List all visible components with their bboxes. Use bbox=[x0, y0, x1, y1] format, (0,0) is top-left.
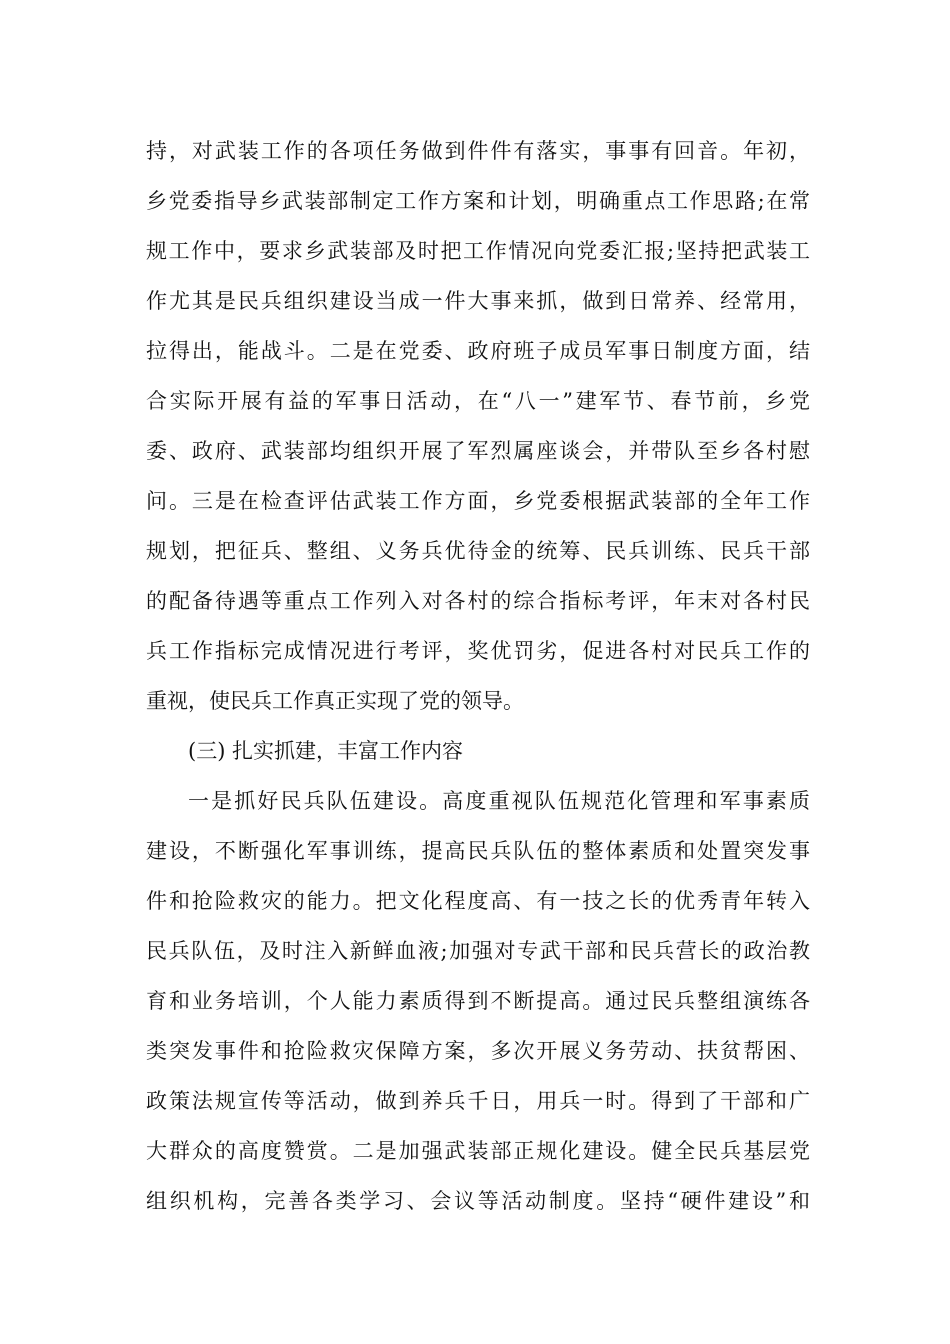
body-text-line: 规划，把征兵、整组、义务兵优待金的统筹、民兵训练、民兵干部 bbox=[146, 539, 810, 563]
body-text-line: 拉得出，能战斗。二是在党委、政府班子成员军事日制度方面，结 bbox=[146, 339, 810, 363]
body-text-line: 政策法规宣传等活动，做到养兵千日，用兵一时。得到了干部和广 bbox=[146, 1089, 810, 1113]
body-text-line: 类突发事件和抢险救灾保障方案，多次开展义务劳动、扶贫帮困、 bbox=[146, 1039, 810, 1063]
body-text-line: 件和抢险救灾的能力。把文化程度高、有一技之长的优秀青年转入 bbox=[146, 889, 810, 913]
body-text-line: 兵工作指标完成情况进行考评，奖优罚劣，促进各村对民兵工作的 bbox=[146, 639, 810, 663]
body-text-line: 作尤其是民兵组织建设当成一件大事来抓，做到日常养、经常用， bbox=[146, 289, 810, 313]
body-text-line: 育和业务培训，个人能力素质得到不断提高。通过民兵整组演练各 bbox=[146, 989, 810, 1013]
body-text-line: 规工作中，要求乡武装部及时把工作情况向党委汇报;坚持把武装工 bbox=[146, 239, 810, 263]
body-text-line: 重视，使民兵工作真正实现了党的领导。 bbox=[146, 689, 524, 713]
body-text-line: 的配备待遇等重点工作列入对各村的综合指标考评，年末对各村民 bbox=[146, 589, 810, 613]
body-text-line: 民兵队伍，及时注入新鲜血液;加强对专武干部和民兵营长的政治教 bbox=[146, 939, 810, 963]
body-text-line: 建设，不断强化军事训练，提高民兵队伍的整体素质和处置突发事 bbox=[146, 839, 810, 863]
body-text-line: 问。三是在检查评估武装工作方面，乡党委根据武装部的全年工作 bbox=[146, 489, 810, 513]
body-text-line: 组织机构，完善各类学习、会议等活动制度。坚持“硬件建设”和 bbox=[146, 1189, 810, 1213]
body-text-line: 委、政府、武装部均组织开展了军烈属座谈会，并带队至乡各村慰 bbox=[146, 439, 810, 463]
body-text-line: 大群众的高度赞赏。二是加强武装部正规化建设。健全民兵基层党 bbox=[146, 1139, 810, 1163]
body-text-line: 一是抓好民兵队伍建设。高度重视队伍规范化管理和军事素质 bbox=[188, 789, 810, 813]
section-heading: (三) 扎实抓建，丰富工作内容 bbox=[188, 739, 464, 763]
body-text-line: 持，对武装工作的各项任务做到件件有落实，事事有回音。年初， bbox=[146, 139, 810, 163]
body-text-line: 合实际开展有益的军事日活动，在“八一”建军节、春节前，乡党 bbox=[146, 389, 810, 413]
body-text-line: 乡党委指导乡武装部制定工作方案和计划，明确重点工作思路;在常 bbox=[146, 189, 810, 213]
